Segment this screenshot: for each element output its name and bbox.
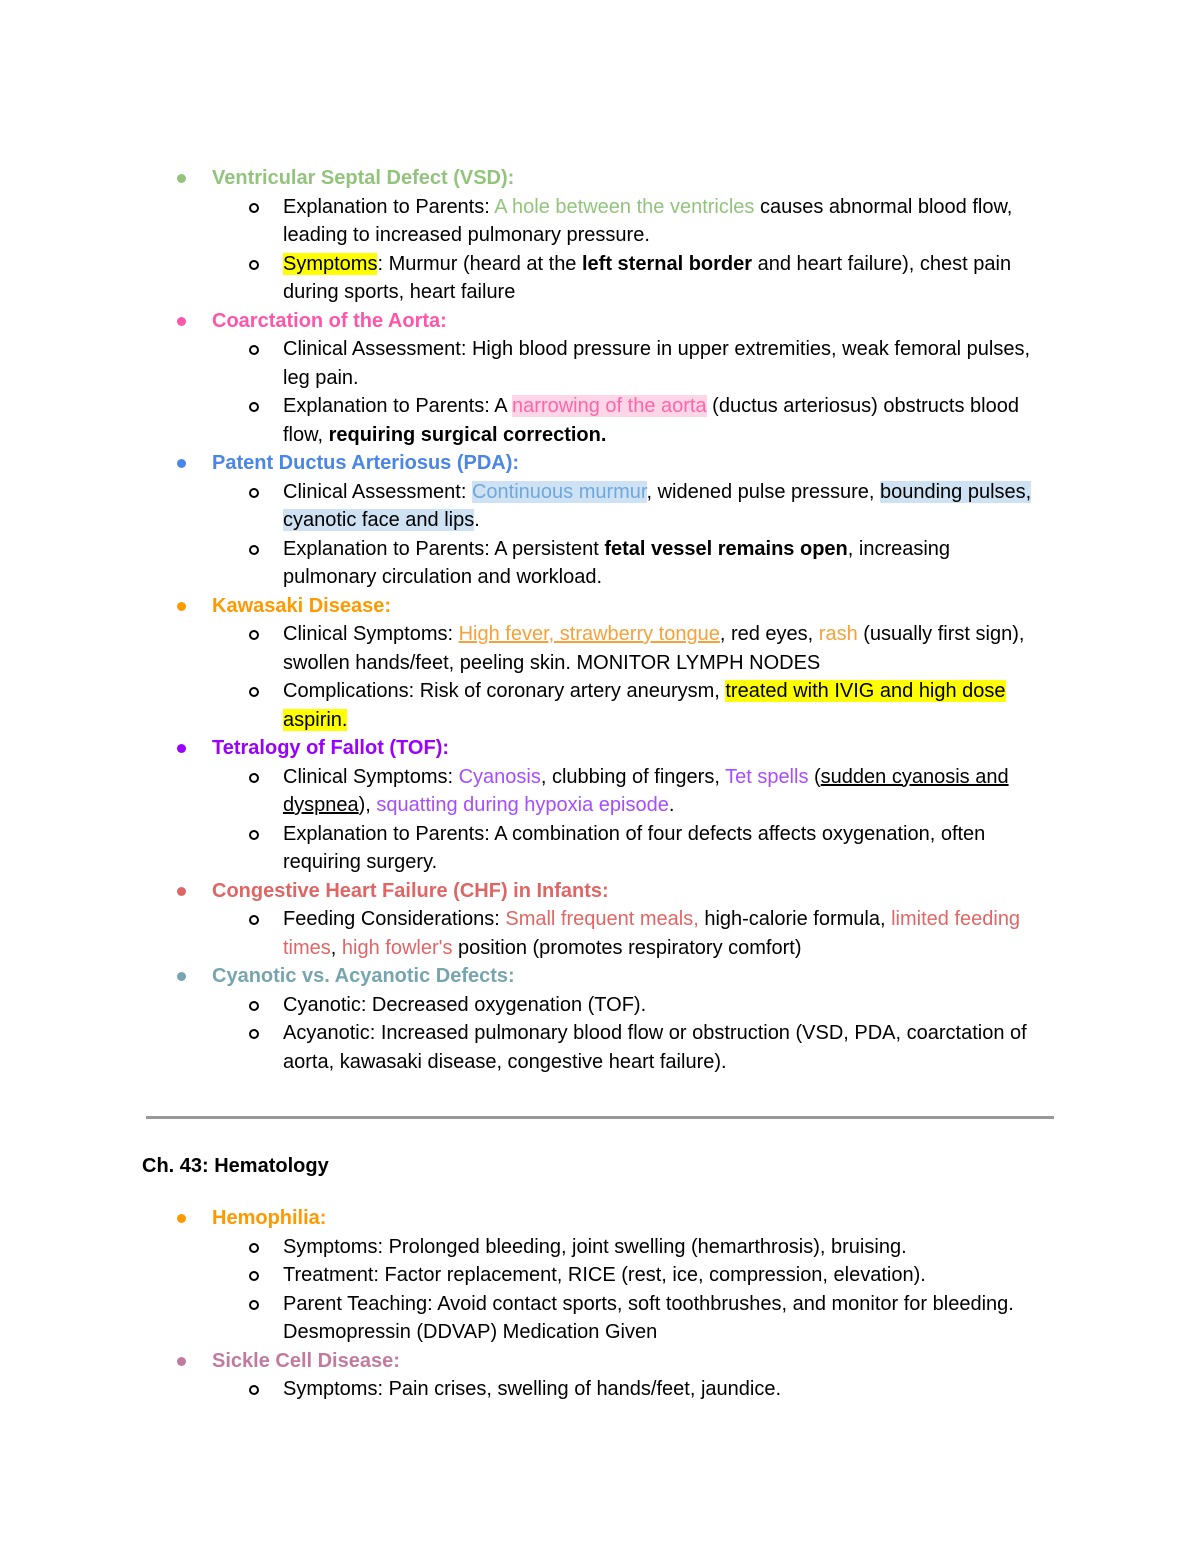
colored-text: squatting during hypoxia episode: [376, 794, 669, 816]
chapter-title: Ch. 43: Hematology: [142, 1155, 329, 1177]
section-kawasaki: [0, 592, 1200, 735]
list-item: [0, 820, 1048, 877]
vsd-heading: [0, 164, 1200, 193]
colored-text: high fowler's: [341, 936, 453, 959]
bold-text: fetal vessel remains open: [604, 537, 848, 560]
pda-heading-text: Patent Ductus Arteriosus (PDA):: [212, 452, 520, 474]
item-label: Complications: Risk of coronary artery aneurysm,: [283, 680, 726, 702]
item-label: Explanation to Parents: A persistent: [283, 537, 605, 560]
highlighted-text: treated with IVIG and high dose aspirin.: [283, 680, 1006, 731]
item-text: , clubbing of fingers,: [540, 765, 726, 788]
item-text: Treatment: Factor replacement, RICE (rest, ice, compression, elevation).: [283, 1264, 926, 1286]
item-text: .: [668, 794, 675, 816]
list-item: [0, 193, 1048, 250]
kawasaki-heading-text: Kawasaki Disease:: [212, 594, 392, 617]
item-label: Clinical Assessment:: [283, 480, 472, 503]
hemophilia-heading: [0, 1204, 1200, 1233]
hollow-circle-icon: [249, 1001, 259, 1011]
filled-disc-icon: [177, 972, 186, 981]
filled-disc-icon: [177, 174, 186, 183]
highlighted-text: Continuous murmur: [471, 480, 647, 503]
item-label: Clinical Symptoms:: [283, 623, 459, 645]
hollow-circle-icon: [249, 915, 259, 925]
chf-heading-text: Congestive Heart Failure (CHF) in Infants:: [212, 879, 609, 902]
hollow-circle-icon: [249, 630, 259, 640]
chf-heading: [0, 877, 1200, 906]
filled-disc-icon: [177, 744, 186, 753]
highlighted-text: Symptoms: [283, 252, 378, 275]
item-text: (usually first sign), swollen hands/feet, peeling skin. MONITOR LYMPH NODES: [283, 623, 1025, 674]
colored-text: Tet spells: [725, 765, 809, 788]
list-item: [0, 991, 1048, 1020]
hollow-circle-icon: [249, 1029, 259, 1039]
kawasaki-heading: [0, 592, 1200, 621]
list-item: [0, 677, 1048, 734]
item-text: Explanation to Parents: A combination of four defects affects oxygenation, often requiring surgery.: [283, 822, 986, 873]
colored-text: limited feeding times: [283, 908, 1021, 959]
item-text: Symptoms: Prolonged bleeding, joint swelling (hemarthrosis), bruising.: [283, 1235, 907, 1258]
tof-heading-text: Tetralogy of Fallot (TOF):: [212, 737, 450, 759]
section-pda: [0, 449, 1200, 592]
filled-disc-icon: [177, 459, 186, 468]
hollow-circle-icon: [249, 1300, 259, 1310]
hollow-circle-icon: [249, 1385, 259, 1395]
hematology-list: [0, 1204, 1200, 1404]
item-text: Cyanotic: Decreased oxygenation (TOF).: [283, 993, 647, 1016]
item-text: , increasing pulmonary circulation and workload.: [283, 537, 951, 588]
colored-text: Cyanosis: [458, 765, 541, 788]
underlined-text: High fever, strawberry tongue: [458, 623, 720, 645]
item-text: Symptoms: Pain crises, swelling of hands/feet, jaundice.: [283, 1378, 782, 1400]
list-item: [0, 1261, 1048, 1290]
list-item: [0, 392, 1048, 449]
section-sickle-cell: [0, 1347, 1200, 1404]
list-item: [0, 535, 1048, 592]
underlined-text: sudden cyanosis and dyspnea: [283, 765, 1009, 816]
filled-disc-icon: [177, 1214, 186, 1223]
item-text: position (promotes respiratory comfort): [452, 936, 802, 959]
sickle-heading: [0, 1347, 1200, 1376]
section-cyanotic: [0, 962, 1200, 1076]
filled-disc-icon: [177, 602, 186, 611]
item-text: (ductus arteriosus) obstructs blood flow,: [283, 395, 1019, 446]
item-text: Clinical Assessment: High blood pressure in upper extremities, weak femoral pulses, leg pain.: [283, 338, 1031, 389]
cyanotic-heading-text: Cyanotic vs. Acyanotic Defects:: [212, 965, 515, 987]
pda-heading: [0, 449, 1200, 478]
item-text: high-calorie formula,: [698, 908, 892, 930]
section-tof: [0, 734, 1200, 877]
item-text: , red eyes,: [719, 623, 819, 645]
section-coarctation: [0, 307, 1200, 450]
vsd-heading-text: Ventricular Septal Defect (VSD):: [212, 167, 515, 189]
tof-heading: [0, 734, 1200, 763]
item-text: Acyanotic: Increased pulmonary blood flow or obstruction (VSD, PDA, coarctation of aorta, kawasaki disease, congestive heart failure).: [283, 1022, 1027, 1073]
item-text: : Murmur (heard at the: [377, 252, 582, 275]
hollow-circle-icon: [249, 773, 259, 783]
filled-disc-icon: [177, 1357, 186, 1366]
list-item: [0, 478, 1048, 535]
hollow-circle-icon: [249, 687, 259, 697]
list-item: [0, 905, 1048, 962]
item-label: Clinical Symptoms:: [283, 765, 459, 788]
bold-text: requiring surgical correction.: [328, 423, 607, 446]
hollow-circle-icon: [249, 402, 259, 412]
list-item: [0, 1233, 1048, 1262]
item-text: , widened pulse pressure,: [646, 480, 880, 503]
list-item: [0, 250, 1048, 307]
list-item: [0, 763, 1048, 820]
hollow-circle-icon: [249, 345, 259, 355]
hemophilia-heading-text: Hemophilia:: [212, 1207, 327, 1229]
hollow-circle-icon: [249, 1243, 259, 1253]
bold-text: left sternal border: [582, 252, 753, 275]
section-hemophilia: [0, 1204, 1200, 1347]
item-label: Feeding Considerations:: [283, 908, 506, 930]
item-text: ,: [330, 936, 342, 959]
list-item: [0, 620, 1048, 677]
hollow-circle-icon: [249, 545, 259, 555]
item-text: causes abnormal blood flow, leading to increased pulmonary pressure.: [283, 195, 1013, 246]
highlighted-text: bounding pulses, cyanotic face and lips: [283, 480, 1032, 531]
colored-text: rash: [818, 623, 858, 645]
horizontal-divider: [146, 1116, 1054, 1119]
hollow-circle-icon: [249, 830, 259, 840]
list-item: [0, 1290, 1048, 1347]
hollow-circle-icon: [249, 1271, 259, 1281]
hollow-circle-icon: [249, 488, 259, 498]
item-text: (: [808, 765, 821, 788]
filled-disc-icon: [177, 887, 186, 896]
item-text: Parent Teaching: Avoid contact sports, soft toothbrushes, and monitor for bleeding. Desmopressin (DDVAP) Medication Given: [283, 1292, 1014, 1343]
item-text: and heart failure), chest pain during sports, heart failure: [283, 252, 1012, 303]
sickle-heading-text: Sickle Cell Disease:: [212, 1349, 400, 1372]
cyanotic-heading: [0, 962, 1200, 991]
item-text: ),: [358, 794, 377, 816]
list-item: [0, 1375, 1048, 1404]
item-label: Explanation to Parents:: [283, 195, 495, 218]
colored-text: Small frequent meals,: [505, 908, 699, 930]
list-item: [0, 1019, 1048, 1076]
colored-text: A hole between the ventricles: [494, 195, 755, 218]
filled-disc-icon: [177, 317, 186, 326]
section-chf: [0, 877, 1200, 963]
coarctation-heading-text: Coarctation of the Aorta:: [212, 309, 447, 332]
coarctation-heading: [0, 307, 1200, 336]
item-text: .: [474, 509, 480, 531]
highlighted-text: narrowing of the aorta: [512, 395, 707, 417]
hollow-circle-icon: [249, 203, 259, 213]
hollow-circle-icon: [249, 260, 259, 270]
item-label: Explanation to Parents: A: [283, 395, 513, 417]
list-item: [0, 335, 1048, 392]
cardiac-defects-list: [0, 164, 1200, 1076]
section-vsd: [0, 164, 1200, 307]
